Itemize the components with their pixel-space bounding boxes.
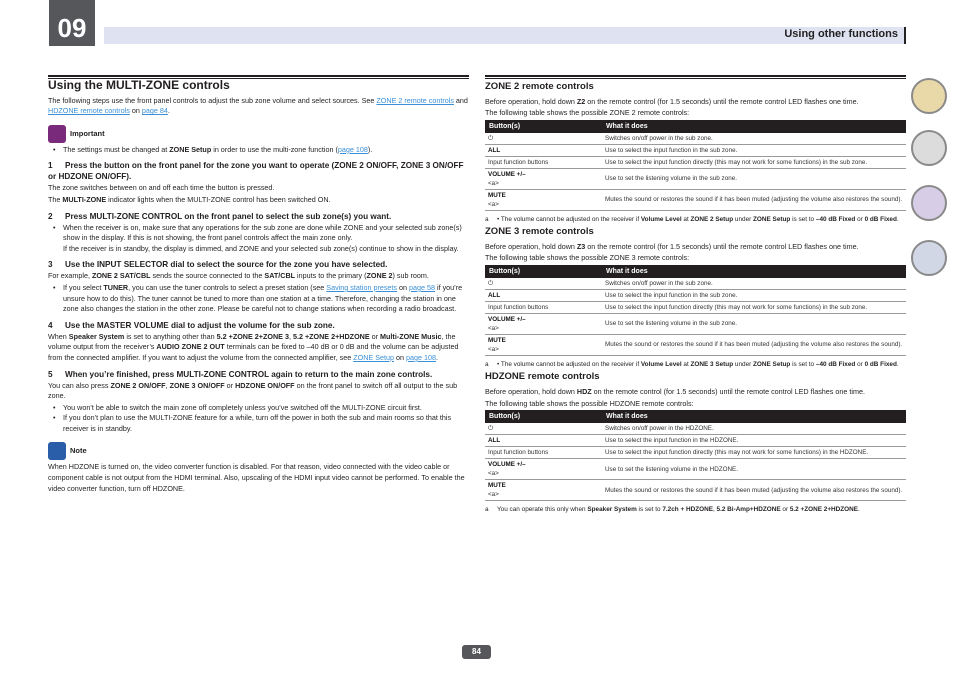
link-page108-b[interactable]: page 108 [405, 352, 436, 362]
col-header: What it does [602, 410, 906, 423]
link-saving-presets[interactable]: Saving station presets [326, 282, 398, 292]
header-title: Using other functions [784, 28, 898, 40]
note-heading: Note [48, 442, 469, 460]
intro-text: The following steps use the front panel controls to adjust the sub zone volume and select sources. See ZONE 2 remote controls and HDZONE remote controls on page 84. [48, 95, 468, 116]
step-4: 4 Use the MASTER VOLUME dial to adjust the volume for the sub zone. [48, 320, 335, 330]
description-cell: Use to select the input function in the sub zone. [602, 144, 906, 156]
table-title: ZONE 3 remote controls [485, 226, 594, 238]
table-row [485, 301, 906, 313]
step-1: 1 Press the button on the front panel for the zone you want to operate (ZONE 2 ON/OFF, ZONE 3 ON/OFF or HDZONE ON/OFF). [48, 161, 464, 182]
link-page84[interactable]: page 84 [141, 106, 168, 116]
table-row [485, 278, 906, 290]
section-title: Using the MULTI-ZONE controls [48, 78, 230, 92]
table-row [485, 459, 906, 480]
button-cell: ALL [485, 144, 602, 156]
table-footnote: a • The volume cannot be adjusted on the receiver if Volume Level at ZONE 2 Setup under ZONE Setup is set to –40 dB Fixed or 0 dB Fixed. [485, 215, 899, 223]
table-row [485, 156, 906, 168]
description-cell: Switches on/off power in the sub zone. [602, 133, 906, 145]
step4-text: When Speaker System is set to anything other than 5.2 +ZONE 2+ZONE 3, 5.2 +ZONE 2+HDZONE or Multi-ZONE Music, the volume output from the receiver’s AUDIO ZONE 2 OUT terminals can be fixed to –40 dB or 0 dB and the volume can be adjusted from the connected amplifier. If you want to adjust the volume from the connected amplifier, see ZONE Setup on page 108. [48, 331, 459, 362]
remote-table-section [485, 227, 906, 369]
col-header: What it does [602, 265, 906, 278]
table-row [485, 289, 906, 301]
link-zone-setup[interactable]: ZONE Setup [353, 352, 394, 362]
description-cell: Use to select the input function directly (this may not work for some functions) in the sub zone. [602, 301, 906, 313]
remote-icon[interactable] [911, 130, 947, 166]
note-icon [48, 442, 66, 460]
step5-text: You can also press ZONE 2 ON/OFF, ZONE 3 ON/OFF or HDZONE ON/OFF on the front panel to switch off all output to the sub zone. [48, 380, 458, 401]
button-cell: MUTE <a> [485, 480, 602, 501]
button-cell: Input function buttons [485, 156, 602, 168]
button-cell: Input function buttons [485, 301, 602, 313]
col-header: Button(s) [485, 410, 602, 423]
table-intro2: The following table shows the possible ZONE 2 remote controls: [485, 108, 690, 118]
button-cell: MUTE <a> [485, 334, 602, 355]
remote-table-section [485, 372, 906, 514]
note-text: When HDZONE is turned on, the video converter function is disabled. For that reason, video connected with the video cable or component cable is not output from the HDMI terminal. Also, upscaling of the HDMI input video cannot be performed. To enable the video converter function, turn off HDZONE. [48, 462, 465, 493]
description-cell: Use to select the input function in the HDZONE. [602, 435, 906, 447]
table-row [485, 313, 906, 334]
troubleshoot-icon[interactable] [911, 185, 947, 221]
step1-text: The zone switches between on and off each time the button is pressed. [48, 183, 275, 193]
link-zone2[interactable]: ZONE 2 remote controls [376, 95, 454, 105]
important-text: • The settings must be changed at ZONE Setup in order to use the multi-zone function (page 108). [48, 145, 469, 156]
table-row [485, 435, 906, 447]
remote-table [485, 120, 906, 211]
table-intro2: The following table shows the possible HDZONE remote controls: [485, 398, 694, 408]
table-row [485, 447, 906, 459]
col-header: What it does [602, 120, 906, 133]
description-cell: Switches on/off power in the sub zone. [602, 278, 906, 290]
table-title: ZONE 2 remote controls [485, 81, 594, 92]
table-row [485, 189, 906, 210]
description-cell: Use to select the input function in the sub zone. [602, 289, 906, 301]
link-page108[interactable]: page 108 [337, 144, 368, 154]
button-cell: VOLUME +/– <a> [485, 168, 602, 189]
step5-bullet2: • If you don’t plan to use the MULTI-ZONE feature for a while, turn off the power in both the sub and main rooms so that this receiver is in standby. [48, 413, 469, 434]
table-row [485, 334, 906, 355]
description-cell: Use to set the listening volume in the HDZONE. [602, 459, 906, 480]
header-bar [104, 27, 906, 44]
button-cell: VOLUME +/– <a> [485, 313, 602, 334]
button-cell: ALL [485, 289, 602, 301]
step2-bullet: • When the receiver is on, make sure that any operations for the sub zone are done while ZONE and your selected sub zone(s) show in the display. If this is not showing, the front panel controls affect the main zone only. [48, 223, 469, 244]
button-cell: ALL [485, 435, 602, 447]
chapter-number: 09 [49, 0, 95, 46]
col-header: Button(s) [485, 120, 602, 133]
description-cell: Use to set the listening volume in the sub zone. [602, 168, 906, 189]
table-intro2: The following table shows the possible ZONE 3 remote controls: [485, 253, 690, 263]
description-cell: Switches on/off power in the HDZONE. [602, 423, 906, 435]
table-intro: Before operation, hold down Z2 on the remote control (for 1.5 seconds) until the remote control LED flashes one time. [485, 96, 859, 106]
left-column [48, 75, 469, 495]
table-row [485, 133, 906, 145]
step-3: 3 Use the INPUT SELECTOR dial to select the source for the zone you have selected. [48, 260, 388, 270]
button-cell: ⏻ [485, 423, 602, 435]
button-cell: ⏻ [485, 278, 602, 290]
step5-bullet1: • You won’t be able to switch the main zone off completely unless you’ve switched off the MULTI-ZONE circuit first. [48, 403, 469, 414]
button-cell: VOLUME +/– <a> [485, 459, 602, 480]
button-cell: ⏻ [485, 133, 602, 145]
table-title: HDZONE remote controls [485, 371, 600, 383]
description-cell: Use to set the listening volume in the sub zone. [602, 313, 906, 334]
table-intro: Before operation, hold down Z3 on the remote control (for 1.5 seconds) until the remote control LED flashes one time. [485, 241, 859, 251]
header-divider [904, 27, 906, 44]
step2-text: If the receiver is in standby, the display is dimmed, and ZONE and your selected sub zone(s) continue to show in the display. [63, 243, 459, 253]
step-5: 5 When you’re finished, press MULTI-ZONE CONTROL again to return to the main zone controls. [48, 369, 433, 379]
table-row [485, 144, 906, 156]
important-heading: Important [48, 125, 469, 143]
button-cell: Input function buttons [485, 447, 602, 459]
step-2: 2 Press MULTI-ZONE CONTROL on the front panel to select the sub zone(s) you want. [48, 211, 392, 221]
description-cell: Use to select the input function directly (this may not work for some functions) in the HDZONE. [602, 447, 906, 459]
book-icon[interactable] [911, 78, 947, 114]
description-cell: Mutes the sound or restores the sound if it has been muted (adjusting the volume also restores the sound). [602, 480, 906, 501]
page-number: 84 [462, 645, 491, 659]
link-page58[interactable]: page 58 [409, 282, 435, 292]
remote-table [485, 265, 906, 356]
step1-text2: The MULTI-ZONE indicator lights when the MULTI-ZONE control has been switched ON. [48, 194, 331, 204]
remote-table-section [485, 82, 906, 224]
button-cell: MUTE <a> [485, 189, 602, 210]
link-hdzone[interactable]: HDZONE remote controls [48, 106, 130, 116]
table-row [485, 480, 906, 501]
settings-icon[interactable] [911, 240, 947, 276]
table-row [485, 168, 906, 189]
col-header: Button(s) [485, 265, 602, 278]
table-footnote: a • The volume cannot be adjusted on the receiver if Volume Level at ZONE 3 Setup under ZONE Setup is set to –40 dB Fixed or 0 dB Fixed. [485, 360, 899, 368]
description-cell: Mutes the sound or restores the sound if it has been muted (adjusting the volume also restores the sound). [602, 189, 906, 210]
table-footnote: a You can operate this only when Speaker System is set to 7.2ch + HDZONE, 5.2 Bi-Amp+HDZONE or 5.2 +ZONE 2+HDZONE. [485, 506, 860, 514]
important-icon [48, 125, 66, 143]
table-intro: Before operation, hold down HDZ on the remote control (for 1.5 seconds) until the remote control LED flashes one time. [485, 386, 865, 396]
remote-table [485, 410, 906, 501]
description-cell: Mutes the sound or restores the sound if it has been muted (adjusting the volume also restores the sound). [602, 334, 906, 355]
section-rule-right [485, 75, 906, 79]
step3-bullet: • If you select TUNER, you can use the tuner controls to select a preset station (see Saving station presets on page 58 if you’re unsure how to do this). The tuner cannot be tuned to more than one station at a time. Therefore, changing the station in one zone also changes the station in the other zone. Please be careful not to change stations when recording a radio broadcast. [48, 283, 469, 315]
right-column [485, 75, 906, 515]
description-cell: Use to select the input function directly (this may not work for some functions) in the sub zone. [602, 156, 906, 168]
step3-text: For example, ZONE 2 SAT/CBL sends the source connected to the SAT/CBL inputs to the primary (ZONE 2) sub room. [48, 271, 429, 281]
table-row [485, 423, 906, 435]
